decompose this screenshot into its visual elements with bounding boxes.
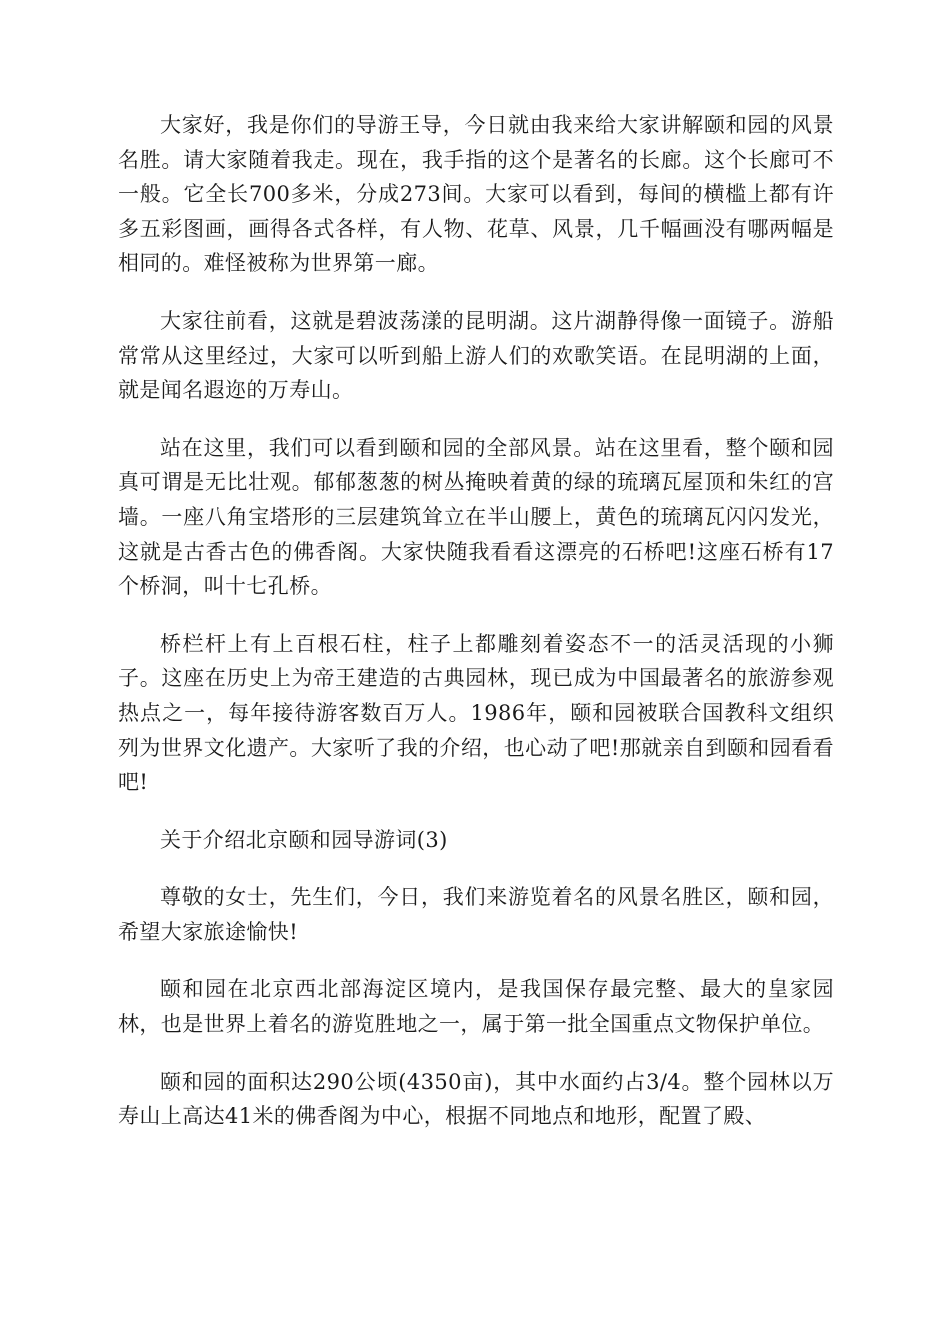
paragraph-stone-pillars: 桥栏杆上有上百根石柱，柱子上都雕刻着姿态不一的活灵活现的小狮子。这座在历史上为帝王建造的古典园林，现已成为中国最著名的旅游参观热点之一，每年接待游客数百万人。1986年，颐和园被联合国教科文组织列为世界文化遗产。大家听了我的介绍，也心动了吧!那就亲自到颐和园看看吧! [118,631,834,795]
section-heading: 关于介绍北京颐和园导游词(3) [160,827,448,852]
paragraph-longcorridor: 大家好，我是你们的导游王导，今日就由我来给大家讲解颐和园的风景名胜。请大家随着我走。现在，我手指的这个是著名的长廊。这个长廊可不一般。它全长700多米，分成273间。大家可以看到，每间的横槛上都有许多五彩图画，画得各式各样，有人物、花草、风景，几千幅画没有哪两幅是相同的。难怪被称为世界第一廊。 [118,113,834,276]
document-body [118,108,834,1157]
paragraph-greeting: 尊敬的女士，先生们，今日，我们来游览着名的风景名胜区，颐和园，希望大家旅途愉快! [118,885,834,944]
paragraph-area: 颐和园的面积达290公顷(4350亩)，其中水面约占3/4。整个园林以万寿山上高达41米的佛香阁为中心，根据不同地点和地形，配置了殿、 [118,1069,834,1129]
paragraph-location: 颐和园在北京西北部海淀区境内，是我国保存最完整、最大的皇家园林，也是世界上着名的游览胜地之一，属于第一批全国重点文物保护单位。 [118,977,834,1037]
paragraph-kunming-lake: 大家往前看，这就是碧波荡漾的昆明湖。这片湖静得像一面镜子。游船常常从这里经过，大家可以听到船上游人们的欢歌笑语。在昆明湖的上面，就是闻名遐迩的万寿山。 [118,308,834,403]
paragraph-foxiang-pavilion: 站在这里，我们可以看到颐和园的全部风景。站在这里看，整个颐和园真可谓是无比壮观。郁郁葱葱的树丛掩映着黄的绿的琉璃瓦屋顶和朱红的宫墙。一座八角宝塔形的三层建筑耸立在半山腰上，黄色的琉璃瓦闪闪发光，这就是古香古色的佛香阁。大家快随我看看这漂亮的石桥吧!这座石桥有17个桥洞，叫十七孔桥。 [118,435,834,599]
